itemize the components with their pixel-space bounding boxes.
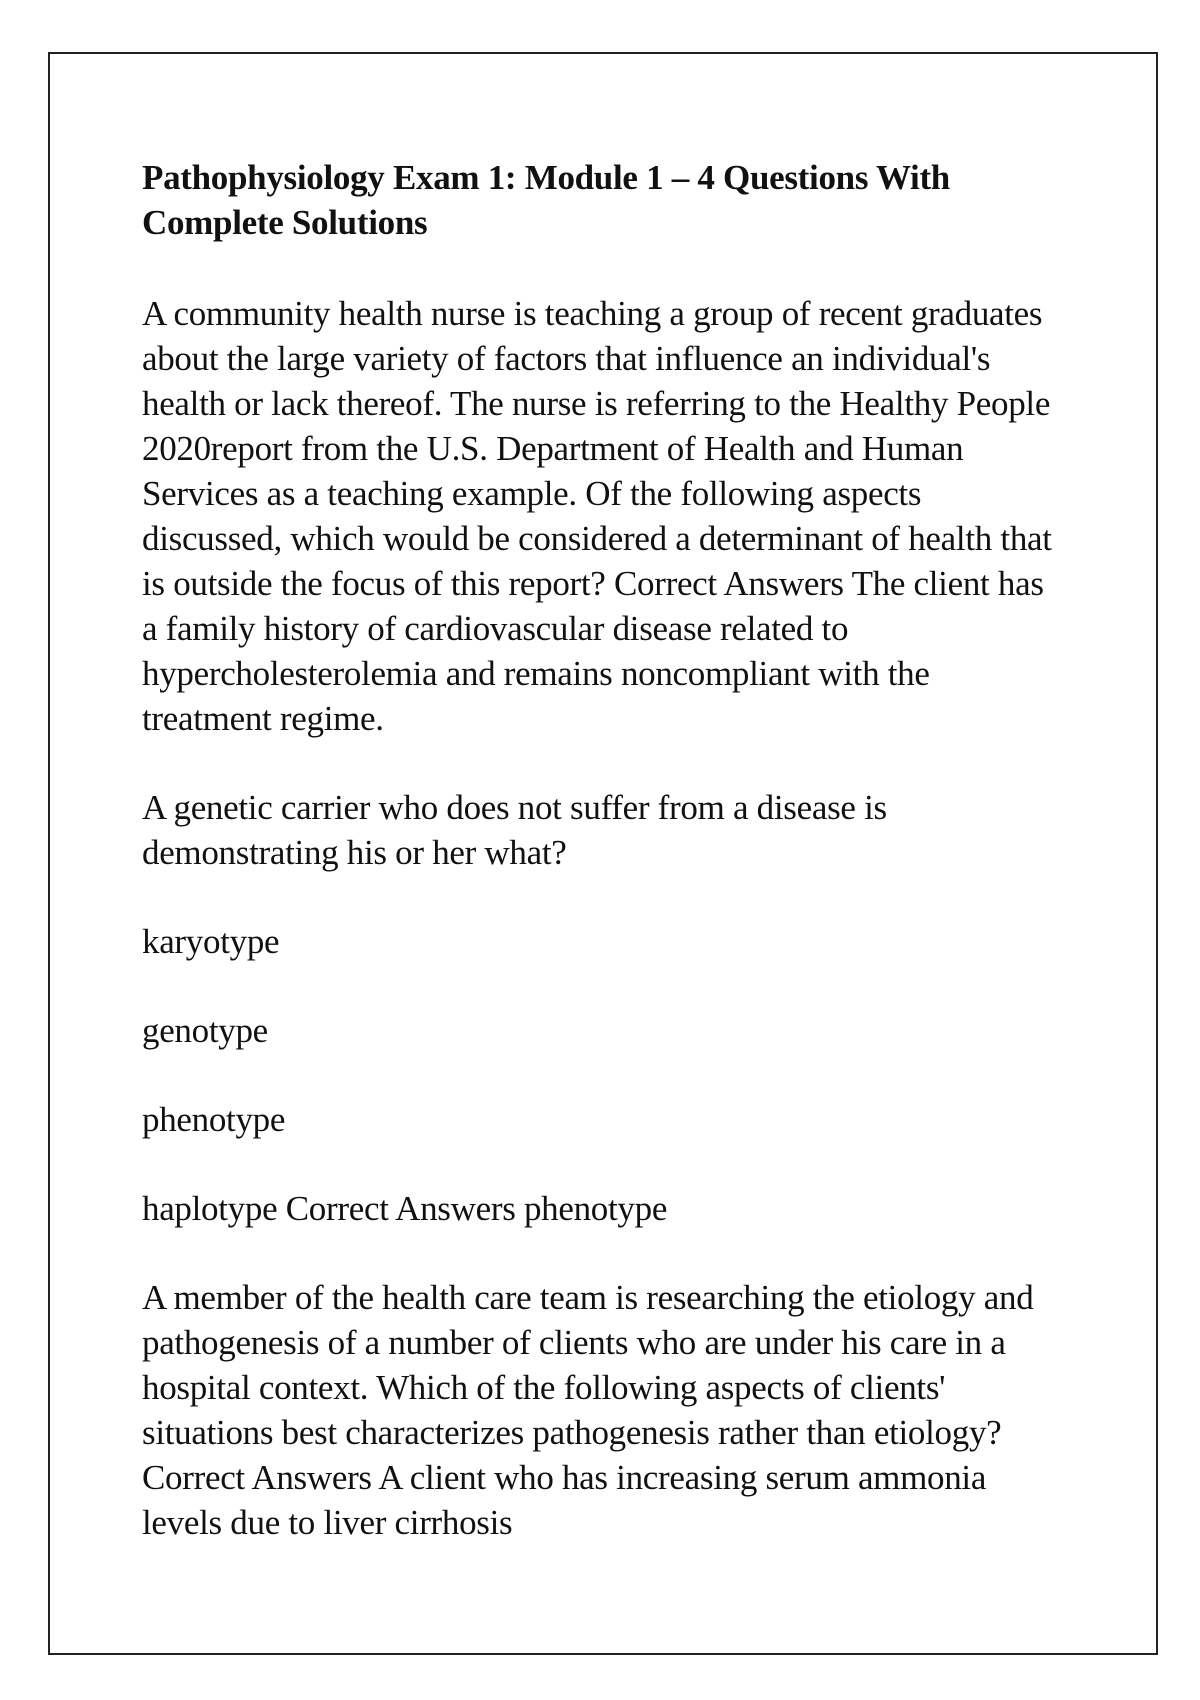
document-title: Pathophysiology Exam 1: Module 1 – 4 Questions With Complete Solutions [142, 158, 950, 242]
question-2-text: A genetic carrier who does not suffer from a disease is demonstrating his or her what? [142, 788, 887, 872]
question-2-option-karyotype: karyotype [142, 922, 280, 961]
question-2-option-phenotype: phenotype [142, 1100, 286, 1139]
question-1-text: A community health nurse is teaching a group of recent graduates about the large variety of factors that influence an individual's health or lack thereof. The nurse is referring to the Healthy People 2020report from the U.S. Department of Health and Human Services as a teaching example. Of the following aspects discussed, which would be considered a determinant of health that is outside the focus of this report? Correct Answers The client has a family history of cardiovascular disease related to hypercholesterolemia and remains noncompliant with the treatment regime. [142, 294, 1052, 738]
question-3-text: A member of the health care team is researching the etiology and pathogenesis of a number of clients who are under his care in a hospital context. Which of the following aspects of clients' situations best characterizes pathogenesis rather than etiology? Correct Answers A client who has increasing serum ammonia levels due to liver cirrhosis [142, 1278, 1034, 1542]
question-2-option-haplotype-answer: haplotype Correct Answers phenotype [142, 1189, 668, 1228]
document-body [142, 155, 1062, 1589]
question-2-option-genotype: genotype [142, 1011, 268, 1050]
